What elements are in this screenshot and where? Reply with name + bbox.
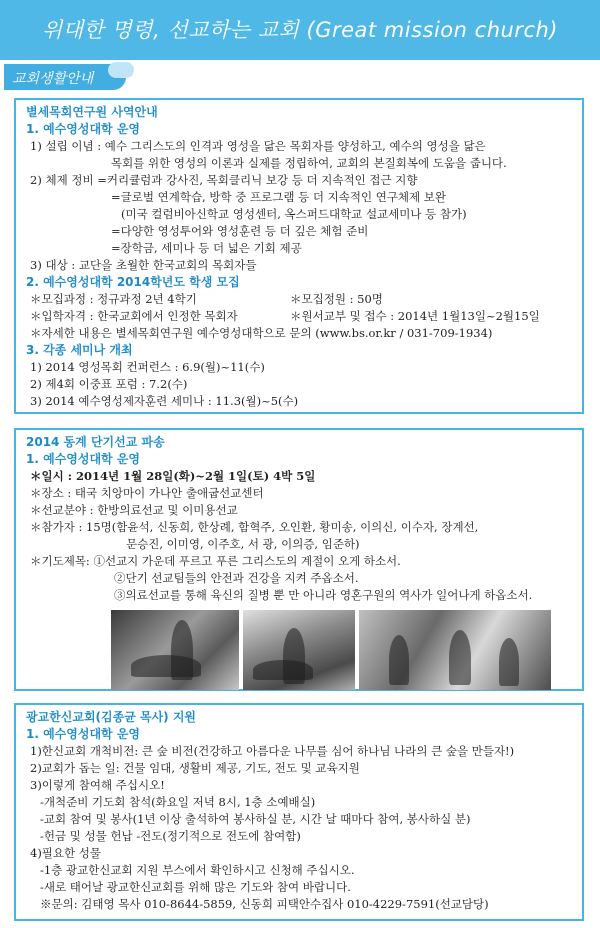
text-line: 2)교회가 돕는 일: 건물 임대, 생활비 제공, 기도, 전도 및 교육지원 xyxy=(30,761,360,775)
text-row xyxy=(26,291,572,308)
box-title: 광교한신교회(김종균 목사) 지원 xyxy=(26,710,197,724)
text-line: -1층 광교한신교회 지원 부스에서 확인하시고 신청해 주십시오. xyxy=(40,863,355,877)
text-line: 2) 체제 정비 =커리큘럼과 강사진, 목회클리닉 보강 등 더 지속적인 접근 지향 xyxy=(30,173,418,187)
box-title: 별세목회연구원 사역안내 xyxy=(26,105,158,119)
text-line: -교회 참여 및 봉사(1년 이상 출석하여 봉사하실 분, 시간 날 때마다 참여, 봉사하실 분) xyxy=(40,812,471,826)
text-line: ＊일시 : 2014년 1월 28일(화)~2월 1일(토) 4박 5일 xyxy=(30,469,316,483)
text-line: =장학금, 세미나 등 더 넓은 기회 제공 xyxy=(111,241,302,255)
text-line: 문승진, 이미영, 이주호, 서 광, 이의증, 임준하) xyxy=(126,537,360,551)
text-line: =글로벌 연계학습, 방학 중 프로그램 등 더 지속적인 연구체제 보완 xyxy=(111,190,447,204)
box-title: 2014 동계 단기선교 파송 xyxy=(26,435,165,449)
text-line: ＊장소 : 태국 치앙마이 가나안 출애굽선교센터 xyxy=(30,486,264,500)
text-line: 1) 설립 이념 : 예수 그리스도의 인격과 영성을 닮은 목회자를 양성하고, 예수의 영성을 닮은 xyxy=(30,139,486,153)
mission-photo xyxy=(243,610,355,690)
research-institute-box xyxy=(14,98,584,414)
text-cell: ＊입학자격 : 한국교회에서 인정한 목회자 xyxy=(30,309,238,323)
text-line: ＊자세한 내용은 별세목회연구원 예수영성대학으로 문의 (www.bs.or.kr / 031-709-1934) xyxy=(30,326,493,340)
text-line: ③의료선교를 통해 육신의 질병 뿐 만 아니라 영혼구원의 역사가 일어나게 하옵소서. xyxy=(114,588,533,602)
text-line: -헌금 및 성물 헌납 -전도(정기적으로 전도에 참여함) xyxy=(40,829,301,843)
text-cell: ＊모집정원 : 50명 xyxy=(290,292,383,306)
section-heading: 1. 예수영성대학 운영 xyxy=(26,122,141,136)
text-line: ＊참가자 : 15명(함윤석, 신동희, 한상례, 함혁주, 오인환, 황미송, 이의신, 이수자, 장계선, xyxy=(30,520,479,534)
section-heading: 2. 예수영성대학 2014학년도 학생 모집 xyxy=(26,275,240,289)
cloud-icon xyxy=(108,62,134,78)
text-line: 3)이렇게 참여해 주십시오! xyxy=(30,778,165,792)
section-heading: 3. 각종 세미나 개최 xyxy=(26,343,133,357)
mission-photo xyxy=(359,610,551,690)
text-line: 목회를 위한 영성의 이론과 실제를 정립하여, 교회의 본질회복에 도움을 줍니다. xyxy=(111,156,507,170)
text-line: ※문의: 김태영 목사 010-8644-5859, 신동희 피택안수집사 010-4229-7591(선교담당) xyxy=(40,897,489,911)
mission-trip-box xyxy=(14,428,584,691)
page-title: 위대한 명령, 선교하는 교회 (Great mission church) xyxy=(41,18,558,42)
text-row xyxy=(26,308,572,325)
church-support-box xyxy=(14,703,584,921)
photo-strip xyxy=(111,610,572,690)
text-cell: ＊원서교부 및 접수 : 2014년 1월13일~2월15일 xyxy=(290,309,540,323)
header-banner xyxy=(0,0,600,60)
section-heading: 1. 예수영성대학 운영 xyxy=(26,452,141,466)
text-line: 1) 2014 영성목회 컨퍼런스 : 6.9(월)~11(수) xyxy=(30,360,265,374)
text-line: 2) 제4회 이중표 포럼 : 7.2(수) xyxy=(30,377,188,391)
text-line: 3) 대상 : 교단을 초월한 한국교회의 목회자들 xyxy=(30,258,257,272)
text-line: ＊기도제목: ①선교지 가운데 푸르고 푸른 그리스도의 계절이 오게 하소서. xyxy=(30,554,401,568)
text-line: 3) 2014 예수영성제자훈련 세미나 : 11.3(월)~5(수) xyxy=(30,394,299,408)
section-tag-label: 교회생활안내 xyxy=(12,71,94,87)
text-line: -새로 태어날 광교한신교회를 위해 많은 기도와 참여 바랍니다. xyxy=(40,880,351,894)
mission-photo xyxy=(111,610,239,690)
text-line: ＊선교분야 : 한방의료선교 및 이미용선교 xyxy=(30,503,238,517)
text-line: 4)필요한 성물 xyxy=(30,846,102,860)
text-line: (미국 컬럼비아신학교 영성센터, 옥스퍼드대학교 설교세미나 등 참가) xyxy=(121,207,467,221)
text-line: -개척준비 기도회 참석(화요일 저녁 8시, 1층 소예배실) xyxy=(40,795,316,809)
section-heading: 1. 예수영성대학 운영 xyxy=(26,727,141,741)
text-line: ②단기 선교팀들의 안전과 건강을 지켜 주옵소서. xyxy=(114,571,359,585)
text-cell: ＊모집과정 : 정규과정 2년 4학기 xyxy=(30,292,197,306)
text-line: 1)한신교회 개척비전: 큰 숲 비전(건강하고 아름다운 나무를 심어 하나님 나라의 큰 숲을 만들자!) xyxy=(30,744,515,758)
text-line: =다양한 영성투어와 영성훈련 등 더 깊은 체험 준비 xyxy=(111,224,369,238)
